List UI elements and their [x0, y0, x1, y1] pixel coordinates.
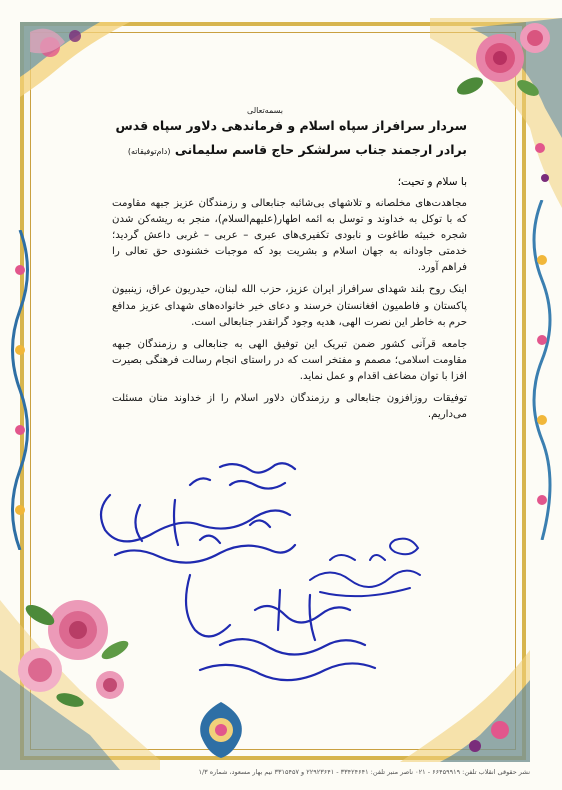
- bottom-medallion-ornament: [196, 702, 246, 758]
- bottom-left-rose-ornament: [0, 560, 160, 770]
- top-left-ornament: [20, 22, 130, 97]
- basmala: بسمه‌تعالی: [247, 106, 283, 115]
- printer-footer: نشر حقوقی انقلاب تلفن: ۶۶۴۵۹۹۱۹ - ۰۲۱ ناصر منبر تلفن: ۳۳۴۲۴۶۴۱ - ۲۲۹۲۳۶۴۱ و ۳۳۱۵۴۵۷ نیم بهار مسعود، شماره ۱/۳: [198, 768, 530, 776]
- bottom-right-ornament: [400, 650, 530, 762]
- letter-title-line-2: [112, 142, 467, 157]
- letter-title-line-1: سردار سرافراز سپاه اسلام و فرماندهی دلاور سپاه قدس: [115, 118, 467, 133]
- greeting: با سلام و تحیت؛: [397, 176, 467, 188]
- paragraph-3: جامعه قرآنی کشور ضمن تبریک این توفیق الهی به جنابعالی و رزمندگان جبهه مقاومت اسلامی؛ مصمم و مفتخر است که در راستای انجام رسالت فرهنگی بصیرت افزا با توان مضاعف اقدام و عمل نماید.: [112, 338, 467, 382]
- recipient-honorific: (دام‌توفیقاته): [127, 147, 171, 156]
- handwritten-signatures-left: [80, 455, 320, 585]
- letter-body: [112, 196, 467, 429]
- paragraph-2: اینک روح بلند شهدای سرافراز ایران عزیز، حزب الله لبنان، حیدریون عراق، زینبیون پاکستان و فاطمیون افغانستان خرسند و دعای خیر خانواده‌های شهدای عزیز مدافع حرم به خاطر این نصرت الهی، هدیه وجود گرانقدر جنابعالی است.: [112, 284, 467, 328]
- right-side-ornament: [520, 200, 562, 540]
- left-side-ornament: [0, 230, 40, 550]
- paragraph-4: توفیقات روزافزون جنابعالی و رزمندگان دلاور اسلام را از خداوند منان مسئلت می‌داریم.: [112, 393, 467, 421]
- paragraph-1: مجاهدت‌های مخلصانه و تلاشهای بی‌شائبه جنابعالی و رزمندگان عزیز جبهه مقاومت که با توکل به خداوند و توسل به ائمه اطهار(علیهم‌السلام)، منجر به ریشه‌کن شدن شجره خبیثه طاغوت و نابودی تکفیری‌های عبری – عربی – غربی داعش گردید؛ خدمتی جاودانه به جهان اسلام و بشریت بود که موجبات خشنودی حق تعالی را فراهم آورد.: [112, 198, 467, 274]
- handwritten-signatures-bottom: [160, 570, 390, 695]
- recipient-name: برادر ارجمند جناب سرلشکر حاج قاسم سلیمانی: [174, 142, 467, 157]
